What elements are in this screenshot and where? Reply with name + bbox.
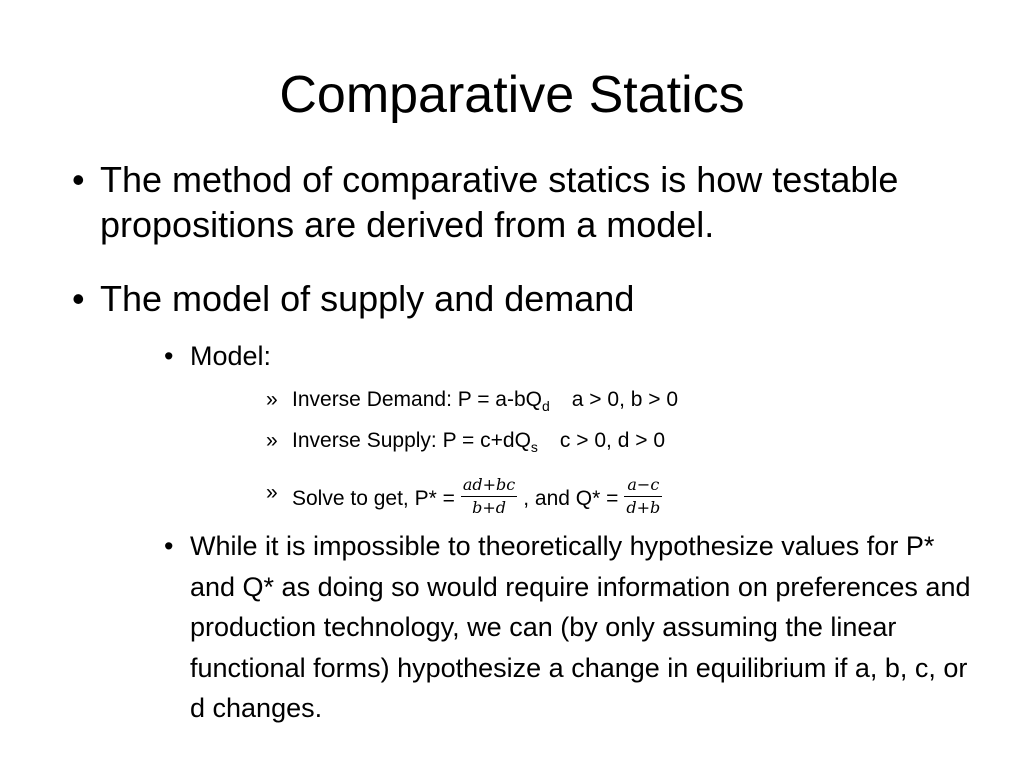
chevron-bullet-icon: »	[266, 481, 278, 504]
fraction-numerator: a−c	[624, 476, 662, 497]
subscript: d	[542, 398, 550, 414]
slide-title: Comparative Statics	[279, 66, 745, 124]
bullet-text: While it is impossible to theoretically hypothesize values for P* and Q* as doing so would require information on preferences and production technology, we can (by only assuming the linear functional forms) hypothesize a change in equilibrium if a, b, c, or d changes.	[190, 531, 971, 723]
fraction-denominator: d+b	[626, 498, 661, 517]
solve-line	[292, 475, 668, 520]
condition-text: a > 0, b > 0	[571, 388, 679, 411]
bullet-dot-icon: •	[72, 278, 85, 319]
q-star-fraction	[624, 476, 662, 517]
fraction-numerator: ad+bc	[461, 476, 517, 497]
inverse-demand-line	[292, 386, 678, 415]
bullet-text: The method of comparative statics is how testable propositions are derived from a model.	[100, 159, 899, 245]
inverse-supply-line	[292, 427, 665, 456]
bullet-text: Model:	[190, 341, 272, 371]
bullet-text: The model of supply and demand	[100, 278, 635, 319]
subscript: s	[530, 439, 538, 455]
equation-text: Inverse Demand: P = a-bQ	[292, 388, 542, 411]
chevron-bullet-icon: »	[266, 429, 278, 452]
fraction-denominator: b+d	[472, 498, 506, 517]
chevron-bullet-icon: »	[266, 388, 278, 411]
bullet-dot-icon: •	[164, 531, 174, 561]
condition-text: c > 0, d > 0	[559, 429, 665, 452]
solve-middle: , and Q* =	[523, 487, 619, 511]
equation-text: Inverse Supply: P = c+dQ	[292, 429, 531, 452]
solve-prefix: Solve to get, P* =	[292, 487, 455, 511]
bullet-dot-icon: •	[72, 159, 85, 200]
bullet-dot-icon: •	[164, 341, 174, 371]
p-star-fraction	[461, 476, 517, 517]
